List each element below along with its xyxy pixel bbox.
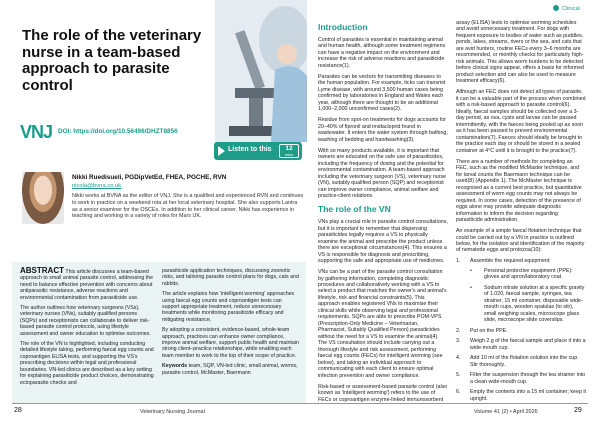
left-page-number: 28 xyxy=(14,407,22,414)
abstract-paragraph: By adopting a consistent, evidence-based, whole-team approach, practices can enhance owner compliance, improve animal welfare, support public health and maintain strong client–practice relationships, while enabling each team member to work to the top of their scope of practice. xyxy=(162,327,299,359)
right-footer-issue: Volume 41 (2) • April 2026 xyxy=(474,409,538,415)
author-email-link[interactable]: nicola@bvna.co.uk xyxy=(72,183,122,189)
equipment-item: • Personal protective equipment (PPE): gloves and apron/laboratory coat xyxy=(470,267,573,281)
body-paragraph: Control of parasites is essential in maintaining animal and human health, although some treatment regimens can have a negative impact on the environment and increase the risk of adverse reactions and parasiticide resistance(1). xyxy=(318,37,446,69)
listen-duration: 12 mins xyxy=(279,144,299,158)
body-paragraph: With so many products available, it is important that owners are educated on the safe use of parasiticides, including the frequency of dosing and the potential for environmental contamination. A team-based approach including the veterinary surgeon (VS), veterinary nurse (VN), suitably qualified person (SQP) and receptionist can improve owner compliance, animal welfare and practice-client relations. xyxy=(318,147,447,200)
play-icon xyxy=(218,146,225,156)
header-photo xyxy=(215,0,307,142)
abstract-paragraph: The role of the VN is highlighted, including conducting detailed lifestyle taking, performing faecal egg counts and coproantigen ELISA tests, and supporting the VS's prescribing decisions within legal and professional boundaries. VN-led clinics are described as a key setting for explaining parasiticide product choices, demonstrating ectoparasite checks and xyxy=(20,341,154,386)
body-paragraph: VNs play a crucial role in parasite control consultations, but it is important to remember that dispensing parasiticides legally requires a VS to physically examine the animal and prescribe the product unless there are exceptional circumstances(4). This ensures a VS is responsible for diagnosis and prescribing, supporting the safe and appropriate use of medicines. xyxy=(318,219,448,265)
listen-button[interactable] xyxy=(214,142,302,160)
equipment-item: • Sodium nitrate solution at a specific gravity of 1.020, faecal sample, syringes, tea strainer, 15 ml container, disposable wide-mouth cups, wooden spatulas (to stir), small weighing scales, microscope glass slide, microscope slide coverslips. xyxy=(470,284,585,324)
article-title: The role of the veterinary nurse in a team-based approach to parasite control xyxy=(22,27,202,94)
vn-role-heading: The role of the VN xyxy=(318,204,391,215)
section-tag: Clinical xyxy=(562,6,580,12)
abstract-paragraph: The author outlines how veterinary surgeons (VSs), veterinary nurses (VNs), suitably qualified persons (SQPs) and receptionists can collaborate to deliver risk-based parasite control protocols, using lifestyle assessment and owner education to optimise outcomes. xyxy=(20,305,151,337)
abstract-box xyxy=(12,262,306,404)
procedure-step: 6. Empty the contents into a 15 ml container; keep it upright. xyxy=(456,389,587,402)
body-paragraph: Residue from spot-on treatments for dogs accounts for 20–40% of fipronil and imidacloprid found in wastewater. It enters the water system through bathing, washing of bedding and handwashing(3). xyxy=(318,117,448,143)
abstract-label: ABSTRACT xyxy=(20,266,64,275)
abstract-column-2 xyxy=(162,268,300,380)
body-paragraph: VNs can be a part of the parasite control consultation by gathering information, completing diagnostic procedures and collaboratively working with a VS to select a product that matches the owner's and animal's lifestyle, risk and financial constraints(5). This approach enables registered VNs to maximise their clinical skills while observing legal and professional requirements. SQPs are able to prescribe POM-VPS (Prescription-Only Medicine – Veterinarian, Pharmacist, Suitably Qualified Person) parasiticides without the need for a VS to examine the animal(4). The VS consultation should include carrying out a thorough lifestyle and risk assessment, performing faecal egg counts (FECs) for intelligent worming (see below), and taking an individual approach to communicating with each client to ensure optimal infection prevention and owner compliance. xyxy=(318,269,447,379)
abstract-column-1: ABSTRACT This article discusses a team-based approach to small animal parasite control, addressing the need to balance effective prevention with concerns about antiparasitic resistance, adverse reactions and environmental contamination from parasiticide use. The author outlines how veterinary surgeons (VSs), veterinary nurses (VNs), suitably qualified persons (SQPs) and receptionists can collaborate to deliver risk-based parasite control protocols, using lifestyle assessment and owner education to optimise outcomes. The role of the VN is highlighted, including conducting detailed lifestyle taking, performing faecal egg counts and coproantigen ELISA tests, and supporting the VS's prescribing decisions within legal and professional boundaries. VN-led clinics are described as a key setting for explaining parasiticide product choices, demonstrating ectoparasite checks and xyxy=(20,266,154,386)
journal-logo: VNJ xyxy=(20,122,53,142)
body-paragraph: An example of a simple faecal flotation technique that could be carried out by a VN in practice is outlined below, for the isolation and identification of the majority of nematode eggs and protozoa(10): xyxy=(456,228,585,254)
equipment-list xyxy=(470,268,586,324)
body-paragraph: Although an FEC does not detect all types of parasite, it can be a valuable part of the process when combined with a risk-based approach to parasite control(6). Ideally, faecal samples should be collected over a 3-day period, as ova, cysts and larvae can be passed intermittently, with the faeces being pooled up as soon as it has been passed to prevent environmental contamination(7). Faeces should ideally be brought to the practice each day or should be stored in a sealed container at 4°C until it is brought to the practice(7). xyxy=(456,89,586,154)
section-tag-dot xyxy=(553,5,559,11)
author-name: Nikki Ruedisueli, PGDipVetEd, FHEA, PGCHE, RVN xyxy=(72,174,227,181)
left-footer-journal: Veterinary Nursing Journal xyxy=(140,409,205,415)
keywords xyxy=(162,363,300,376)
abstract-paragraph: The article explains how 'intelligent worming' approaches using faecal egg counts and coproantigen tests can support appropriate treatment, reduce unnecessary treatments while monitoring parasiticide efficacy and mitigating resistance. xyxy=(162,291,295,323)
keywords-list: team, SQP, VN-led clinic, small animal, worms, parasite control, McMaster, Baermann xyxy=(162,363,298,376)
procedure-list xyxy=(456,258,586,402)
procedure-step: 5. Filter the suspension through the tea strainer into a clean wide-mouth cup. xyxy=(456,372,586,385)
body-paragraph: There are a number of methods for completing an FEC, such as the modified McMaster technique, and for larval counts the Baermann technique can be used(8) (Appendix 1). The McMaster technique is recognised as a current best practice, but quantitative assessment of worm egg counts may not always be required. In some cases, detection of the presence of eggs alone may provide adequate diagnostic information to inform the decision regarding parasiticide administration. xyxy=(456,158,582,224)
body-paragraph: Parasites can be vectors for transmitting diseases to the human population. For example, ticks can transmit Lyme disease, with around 3,500 human cases being confirmed by laboratories in England and Wales each year, although there are thought to be an additional 1,000–2,000 unconfirmed cases(2). xyxy=(318,73,446,113)
microscope-illustration xyxy=(215,0,307,142)
footer-divider xyxy=(12,403,588,404)
procedure-step: 2. Put on the PPE. xyxy=(456,327,508,334)
author-bio: Nikki works at BVNA as the editor of VNJ. She is a qualified and experienced RVN and continues to work in practice on a weekend rota at her local veterinary hospital. She also supports Lantra as a senior examiner for the OSCEs. In addition to her clinical career, Nikki has experience in teaching and working in a variety of roles for Mars UK. xyxy=(72,193,304,220)
abstract-paragraph: parasiticide application techniques, discussing zoonotic risks, and tailoring parasite control plans for dogs, cats and rabbits. xyxy=(162,268,299,287)
procedure-step: 1. Assemble the required equipment: • Personal protective equipment (PPE): gloves and apron/laboratory coat • Sodium nitrate solution at a specific gravity of 1.020, faecal sample, syringes, tea strainer, 15 ml container, disposable wide-mouth cups, wooden spatulas (to stir), small weighing scales, microscope glass slide, microscope slide coverslips. xyxy=(456,258,585,324)
doi-link[interactable]: DOI: https://doi.org/10.56496/DHZT8856 xyxy=(58,128,178,135)
body-column-b xyxy=(456,20,586,406)
introduction-heading: Introduction xyxy=(318,22,368,32)
keywords-label: Keywords xyxy=(162,363,188,370)
procedure-step: 4. Add 10 ml of the flotation solution into the cup. Stir thoroughly. xyxy=(456,355,579,368)
body-paragraph: assay (ELISA) tests to optimise worming schedules and avoid unnecessary treatment. For dogs with frequent exposure to bodies of water such as puddles, ponds, lakes, streams, rivers or the sea, and cats that are avid hunters, routine FECs every 3–6 months are recommended, or monthly checks for particularly high-risk animals. This allows worm burdens to be detected before clinical signs appear, offers a basis for informed product selection and can also be used to measure treatment efficacy(6). xyxy=(456,20,584,85)
author-avatar xyxy=(22,172,64,224)
right-page-number: 29 xyxy=(574,407,582,414)
procedure-step: 3. Weigh 2 g of the faecal sample and place it into a wide-mouth cup. xyxy=(456,338,586,351)
body-column-a xyxy=(318,22,448,408)
listen-label: Listen to this xyxy=(228,146,272,153)
body-paragraph: Risk-based or assessment-based parasite control (also known as 'intelligent worming') refers to the use of FECs or coproantigen enzyme-linked immunosorbent xyxy=(318,383,448,403)
